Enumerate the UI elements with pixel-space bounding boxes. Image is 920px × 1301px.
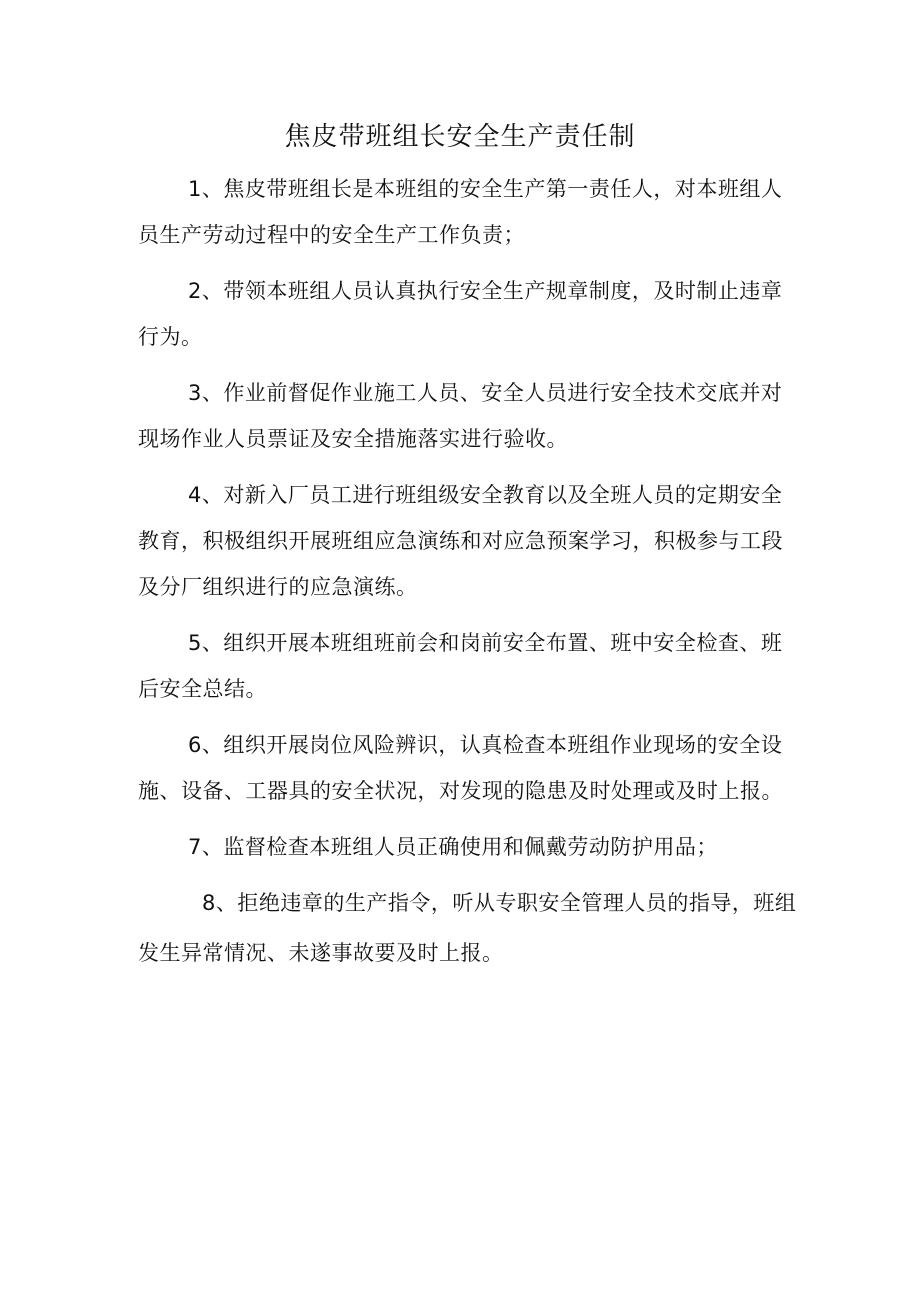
paragraph-4: 4、对新入厂员工进行班组级安全教育以及全班人员的定期安全教育，积极组织开展班组应急演练和对应急预案学习，积极参与工段及分厂组织进行的应急演练。 bbox=[138, 483, 783, 599]
paragraph-7: 7、监督检查本班组人员正确使用和佩戴劳动防护用品； bbox=[188, 835, 718, 859]
document-body bbox=[138, 166, 798, 988]
paragraph-6: 6、组织开展岗位风险辨识，认真检查本班组作业现场的安全设施、设备、工器具的安全状况，对发现的隐患及时处理或及时上报。 bbox=[138, 733, 783, 803]
paragraph-2: 2、带领本班组人员认真执行安全生产规章制度，及时制止违章行为。 bbox=[138, 279, 783, 349]
paragraph-5: 5、组织开展本班组班前会和岗前安全布置、班中安全检查、班后安全总结。 bbox=[138, 631, 783, 701]
paragraph-3: 3、作业前督促作业施工人员、安全人员进行安全技术交底并对现场作业人员票证及安全措施落实进行验收。 bbox=[138, 381, 783, 451]
paragraph-1: 1、焦皮带班组长是本班组的安全生产第一责任人，对本班组人员生产劳动过程中的安全生产工作负责； bbox=[138, 177, 783, 247]
document-title: 焦皮带班组长安全生产责任制 bbox=[284, 122, 636, 152]
paragraph-8: 8、拒绝违章的生产指令，听从专职安全管理人员的指导，班组发生异常情况、未遂事故要及时上报。 bbox=[138, 891, 797, 965]
